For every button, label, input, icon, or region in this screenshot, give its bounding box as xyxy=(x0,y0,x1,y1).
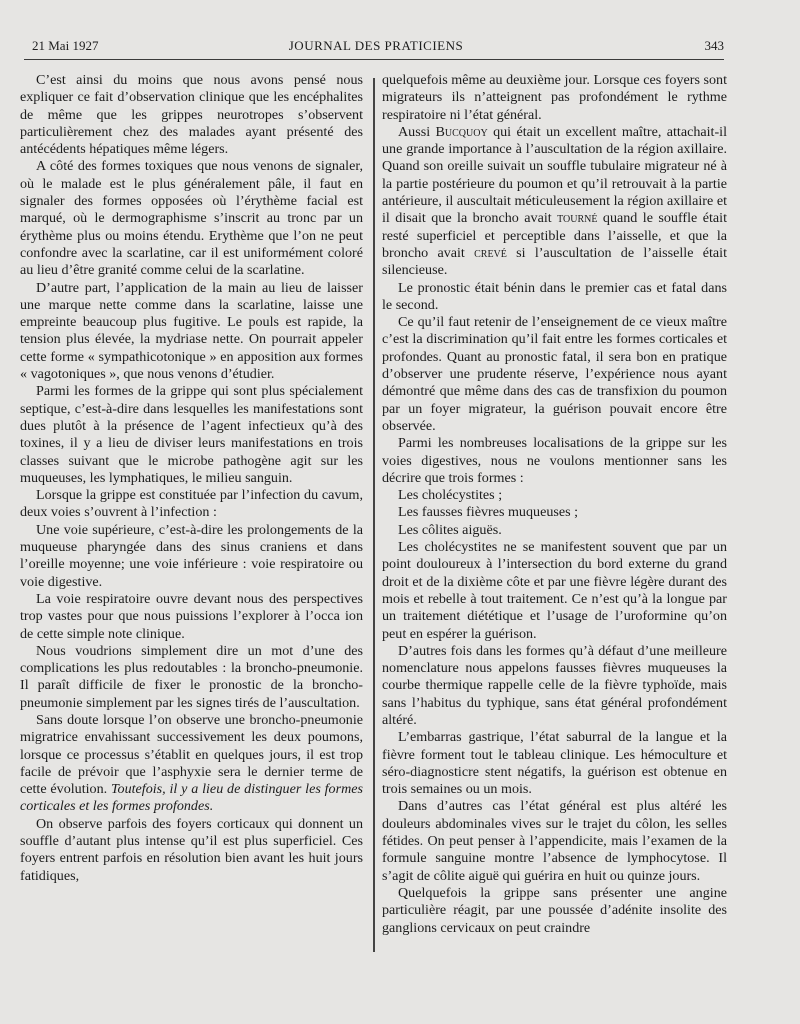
paragraph: C’est ainsi du moins que nous avons pensé nous expliquer ce fait d’observation clinique que les encéphalites de même que les grippes neurotropes s’observent particulièrement chez des malades ayant présenté des antécédents hépatiques même légers. xyxy=(20,72,363,158)
paragraph: L’embarras gastrique, l’état saburral de la langue et la fièvre forment tout le tableau clinique. Les hémoculture et séro-diagnosticre stent négatifs, la guérison est obtenue en trois semaines ou un mois. xyxy=(382,729,727,798)
paragraph-text: qui était un excellent maître, attachait-il une grande importance à l’auscultation de la région axillaire. Quand son oreille suivait un souffle tubulaire migrateur né à la partie postérieure du poumon et qu’il retrouvait à la partie antérieure, il auscultait méticuleusement la région axillaire et il disait que la broncho avait xyxy=(382,123,727,227)
running-header xyxy=(28,38,724,58)
list-item: Les côlites aiguës. xyxy=(398,521,502,538)
paragraph-text: si l’auscultation de l’aisselle était silencieuse. xyxy=(382,244,727,279)
italic-emphasis: Toutefois, il y a lieu de distinguer les formes corticales et les formes profondes. xyxy=(20,781,363,815)
paragraph-text: Sans doute lorsque l’on observe une broncho-pneumonie migratrice envahissant successivement les deux poumons, lorsque ce processus s’établit en quelques jours, il est trop facile de prévoir que l’asphyxie sera le dernier terme de cette évolution. xyxy=(20,711,363,798)
paragraph: Quelquefois la grippe sans présenter une angine particulière réagit, par une poussée d’adénite insolite des ganglions cervicaux on peut craindre xyxy=(382,884,727,936)
paragraph xyxy=(20,712,363,816)
page-number: 343 xyxy=(704,38,724,53)
paragraph: quelquefois même au deuxième jour. Lorsque ces foyers sont migrateurs ils n’atteignent pas profondément le rythme respiratoire ni l’état général. xyxy=(382,72,727,123)
paragraph: Parmi les formes de la grippe qui sont plus spécialement septique, c’est-à-dire dans lesquelles les manifestations sont dues plutôt à la présence de l’agent infectieux qu’à des toxines, il y a lieu de diviser leurs manifestations en trois classes suivant que le microbe pathogène agit sur les muqueuses, les lymphatiques, le milieu sanguin. xyxy=(20,383,363,486)
header-rule xyxy=(24,59,724,60)
paragraph: Ce qu’il faut retenir de l’enseignement de ce vieux maître c’est la discrimination qu’il fait entre les formes corticales et profondes. Quant au pronostic fatal, il sera bon en pratique d’observer une prudente réserve, l’expérience nous ayant démontré que même dans des cas de transfixion du poumon par un foyer migrateur, la guérison pouvait encore être observée. xyxy=(382,314,727,434)
issue-date: 21 Mai 1927 xyxy=(32,38,99,53)
paragraph: A côté des formes toxiques que nous venons de signaler, où le malade est le plus généralement pâle, il faut en signaler des formes opposées où l’érythème facial est marqué, où le dermographisme s’inscrit au tronc par un érythème plus ou moins étendu. Erythème que l’on ne peut confondre avec la scarlatine, car il est uniformément coloré au lieu d’être granité comme celui de la scarlatine. xyxy=(20,158,363,279)
list-item: Les fausses fièvres muqueuses ; xyxy=(398,504,579,521)
column-divider xyxy=(373,78,375,952)
paragraph: Les cholécystites ne se manifestent souvent que par un point douloureux à l’intersection du bord externe du grand droit et de la dixième côte et par une fièvre légère durant des mois et rebelle à tout traitement. Ce n’est qu’à la longue par un traitement diététique et l’usage de l’uroformine qu’on peut en espérer la guérison. xyxy=(382,539,727,642)
paragraph: Une voie supérieure, c’est-à-dire les prolongements de la muqueuse pharyngée dans des sinus craniens et dans l’oreille moyenne; une voie inférieure : voie respiratoire ou voie digestive. xyxy=(20,521,363,590)
journal-title: JOURNAL DES PRATICIENS xyxy=(288,38,464,53)
paragraph: La voie respiratoire ouvre devant nous des perspectives trop vastes pour que nous puissions l’explorer à l’occa ion de cette simple note clinique. xyxy=(20,590,363,642)
paragraph xyxy=(382,124,727,280)
paragraph: Lorsque la grippe est constituée par l’infection du cavum, deux voies s’ouvrent à l’infection : xyxy=(20,487,363,521)
list-item: Les cholécystites ; xyxy=(398,487,503,504)
paragraph: Nous voudrions simplement dire un mot d’une des complications les plus redoutables : la broncho-pneumonie. Il paraît difficile de fixer le pronostic de la broncho-pneumonie simplement par les signes tirés de l’auscultation. xyxy=(20,642,363,711)
left-column xyxy=(20,72,363,885)
right-column xyxy=(382,72,727,937)
paragraph-text: Aussi xyxy=(398,123,436,140)
paragraph: D’autres fois dans les formes qu’à défaut d’une meilleure nomenclature nous appelons fausses fièvres muqueuses la courbe thermique rappelle celle de la fièvre typhoïde, mais sans l’habitus du typhique, sans état général profondément altéré. xyxy=(382,642,727,728)
paragraph: D’autre part, l’application de la main au lieu de laisser une marque nette comme dans la scarlatine, laisse une empreinte beaucoup plus fugitive. Le pouls est rapide, la tension plus élevée, la mydriase nette. On pourrait appeler cette forme « sympathicotonique » en apposition aux formes « vagotoniques », que nous venons d’étudier. xyxy=(20,279,363,383)
paragraph: Le pronostic était bénin dans le premier cas et fatal dans le second. xyxy=(382,279,727,313)
paragraph: Parmi les nombreuses localisations de la grippe sur les voies digestives, nous ne voulons mentionner sans les décrire que trois formes : xyxy=(382,435,727,486)
term-creve: crevé xyxy=(474,244,507,261)
term-tourne: tourné xyxy=(557,210,598,227)
paragraph: On observe parfois des foyers corticaux qui donnent un souffle d’autant plus intense qu’il est plus superficiel. Ces foyers entrent parfois en résolution bien avant les huit jours fatidiques, xyxy=(20,815,363,884)
author-name: Bucquoy xyxy=(435,123,488,140)
paragraph: Dans d’autres cas l’état général est plus altéré les douleurs abdominales vives sur le trajet du côlon, les selles fétides. On peut penser à l’appendicite, mais l’examen de la formule sanguine montre l’absence de lymphocytose. Il s’agit de côlite aiguë qui guérira en huit ou quinze jours. xyxy=(382,798,727,884)
paragraph-text: quand le souffle était resté superficiel et perceptible dans l’aisselle, et que la broncho avait xyxy=(382,210,727,261)
